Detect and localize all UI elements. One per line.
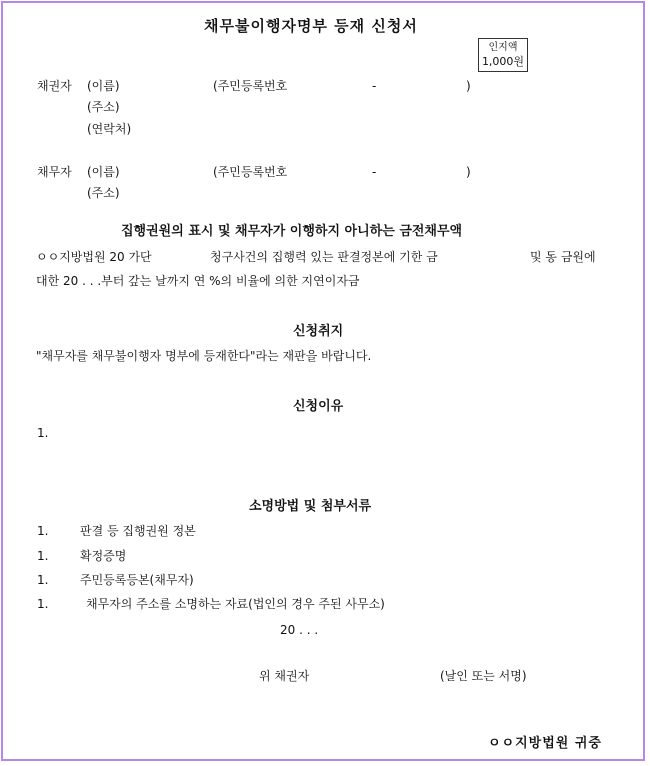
attachment-text: 확정증명	[80, 549, 127, 563]
attachment-text: 판결 등 집행권원 정본	[80, 524, 196, 538]
section-title-enforcement: 집행권원의 표시 및 채무자가 이행하지 아니하는 금전채무액	[121, 224, 463, 239]
reason-item: 1.	[37, 426, 49, 440]
debtor-id-dash: -	[372, 165, 377, 179]
stamp-label: 인지액	[488, 42, 518, 53]
purpose-text: "채무자를 채무불이행자 명부에 등재한다"라는 재판을 바랍니다.	[36, 349, 372, 363]
signature-label: (날인 또는 서명)	[440, 669, 527, 683]
section-title-attachments: 소명방법 및 첨부서류	[249, 499, 372, 514]
document-title: 채무불이행자명부 등재 신청서	[204, 17, 418, 35]
attachment-num: 1.	[37, 524, 49, 538]
creditor-role: 채권자	[37, 79, 72, 93]
section-title-purpose: 신청취지	[293, 324, 344, 339]
attachment-num: 1.	[37, 573, 49, 587]
debtor-name-label: (이름)	[87, 165, 120, 179]
creditor-id-close: )	[466, 79, 471, 93]
enforcement-line1-b: 청구사건의 집행력 있는 판결정본에 기한 금	[210, 250, 438, 264]
stamp-fee-box	[478, 38, 528, 72]
attachment-text: 채무자의 주소를 소명하는 자료(법인의 경우 주된 사무소)	[86, 597, 385, 611]
enforcement-line1-c: 및 동 금원에	[530, 250, 596, 264]
debtor-role: 채무자	[37, 165, 72, 179]
creditor-contact-label: (연락처)	[87, 122, 132, 136]
creditor-name-label: (이름)	[87, 79, 120, 93]
signer-label: 위 채권자	[259, 669, 310, 683]
debtor-address-label: (주소)	[87, 186, 120, 200]
attachment-text: 주민등록등본(채무자)	[80, 573, 194, 587]
creditor-id-dash: -	[372, 79, 377, 93]
enforcement-line1-a: ㅇㅇ지방법원 20 가단	[36, 250, 152, 264]
court-addressee: ㅇㅇ지방법원 귀중	[488, 736, 602, 751]
stamp-amount: 1,000원	[481, 55, 525, 68]
attachment-num: 1.	[37, 549, 49, 563]
creditor-address-label: (주소)	[87, 100, 120, 114]
enforcement-line2: 대한 20 . . .부터 갚는 날까지 연 %의 비율에 의한 지연이자금	[36, 274, 360, 288]
creditor-id-label: (주민등록번호	[213, 79, 288, 93]
section-title-reason: 신청이유	[293, 399, 344, 414]
debtor-id-close: )	[466, 165, 471, 179]
page-border	[1, 1, 645, 761]
debtor-id-label: (주민등록번호	[213, 165, 288, 179]
attachment-num: 1.	[37, 597, 49, 611]
date-line: 20 . . .	[280, 623, 319, 637]
